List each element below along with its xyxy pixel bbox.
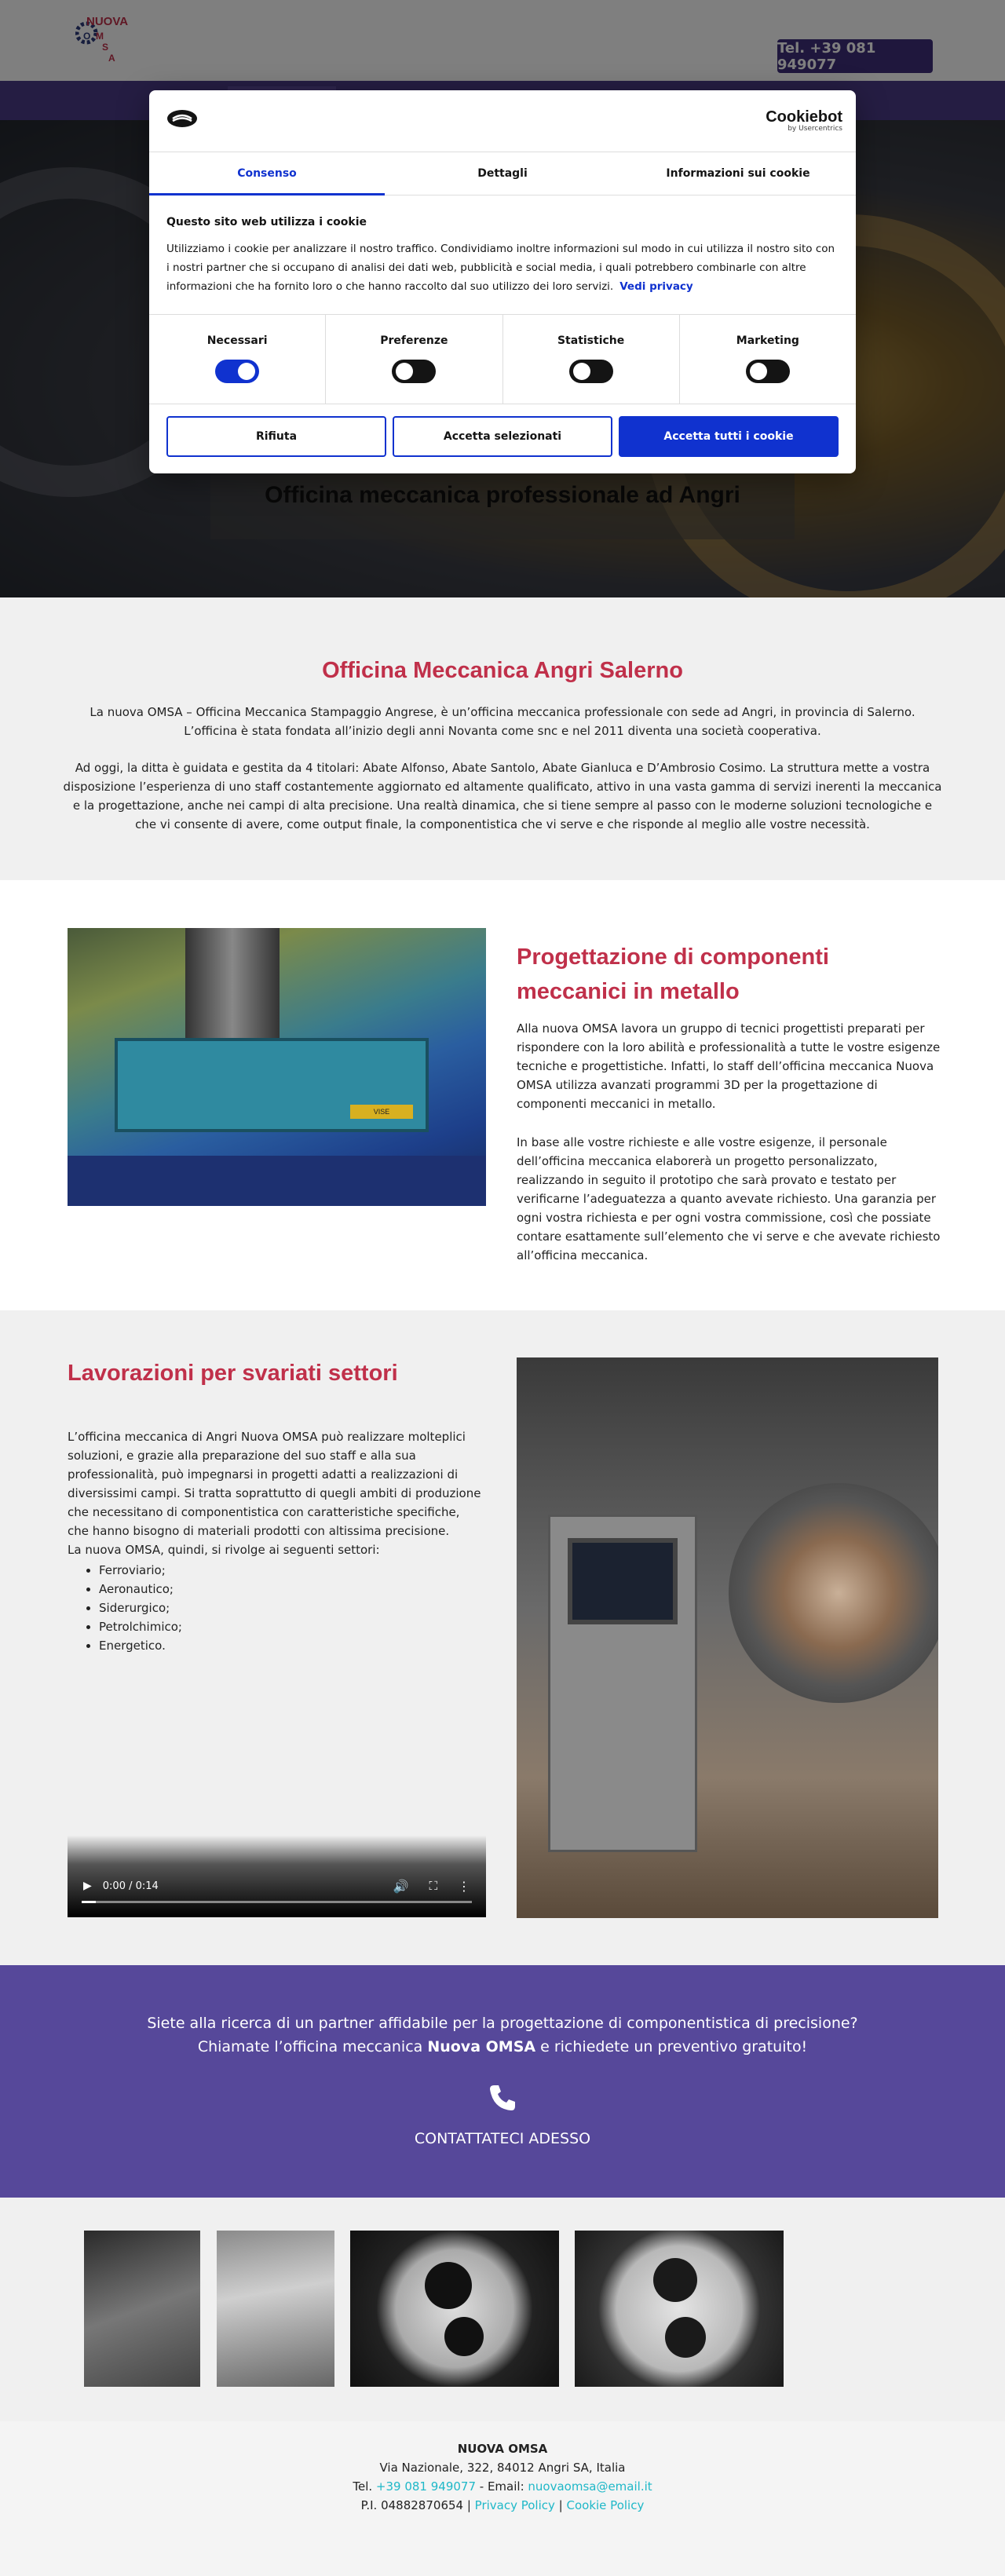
category-label: Statistiche <box>557 334 625 347</box>
cta-text-end: e richiedete un preventivo gratuito! <box>535 2038 808 2055</box>
footer-tel-label: Tel. <box>353 2479 376 2494</box>
toggle-preferenze[interactable] <box>392 360 436 383</box>
plate-hole-shape <box>665 2317 706 2358</box>
volume-icon[interactable]: 🔊 <box>393 1878 409 1894</box>
vise-label: VISE <box>350 1105 413 1119</box>
cookie-heading: Questo sito web utilizza i cookie <box>166 216 367 228</box>
sectors-text: L’officina meccanica di Angri Nuova OMSA può realizzare molteplici soluzioni, e grazie alla preparazione del suo staff e alla sua professionalità, può impegnarsi in progetti adatti a realizzazioni di diversissimi campi. Si tratta soprattutto di quegli ambiti di produzione che necessitano di componentistica con caratteristiche specifiche, che hanno bisogno di materiali prodotti con altissima precisione. <box>68 1430 481 1538</box>
cnc-lathe-image <box>517 1357 938 1918</box>
design-title: Progettazione di componenti meccanici in metallo <box>517 945 829 1004</box>
tab-consenso[interactable]: Consenso <box>149 152 385 195</box>
footer-email-label: - Email: <box>476 2479 528 2494</box>
sectors-list-intro: La nuova OMSA, quindi, si rivolge ai seguenti settori: <box>68 1543 380 1557</box>
cta-text-start: Siete alla ricerca di un partner affidabile per la progettazione di componentistica di precisione? Chiamate l’officina meccanica <box>147 2015 858 2055</box>
footer-piva: P.I. 04882870654 <box>360 2498 464 2512</box>
privacy-policy-link[interactable]: Privacy Policy <box>474 2498 555 2512</box>
sectors-list <box>99 1561 476 1655</box>
sectors-title: Lavorazioni per svariati settori <box>68 1361 398 1386</box>
cookiebot-brand <box>756 109 842 133</box>
footer-company-name: NUOVA OMSA <box>457 2442 548 2456</box>
footer-email-link[interactable]: nuovaomsa@email.it <box>528 2479 652 2494</box>
disc-hole-shape <box>425 2262 472 2309</box>
category-label: Necessari <box>206 334 268 347</box>
cookie-policy-link[interactable]: Cookie Policy <box>566 2498 645 2512</box>
cookie-categories <box>149 314 856 404</box>
list-item: • Siderurgico; <box>99 1599 476 1617</box>
list-item: • Petrolchimico; <box>99 1617 476 1636</box>
gallery-image-metal-plate[interactable] <box>575 2231 784 2387</box>
cookie-buttons <box>166 416 839 457</box>
phone-icon[interactable] <box>487 2082 518 2114</box>
video-controls <box>68 1870 486 1902</box>
footer-legal <box>0 2498 1005 2512</box>
gallery-image-workshop[interactable] <box>217 2231 334 2387</box>
footer-address: Via Nazionale, 322, 84012 Angri SA, Italia <box>379 2461 626 2475</box>
intro-title: Officina Meccanica Angri Salerno <box>322 658 683 683</box>
list-item: • Aeronautico; <box>99 1580 476 1599</box>
toggle-statistiche[interactable] <box>569 360 613 383</box>
tab-informazioni-cookie[interactable]: Informazioni sui cookie <box>666 167 810 180</box>
plate-hole-shape <box>653 2258 697 2302</box>
video-progress-handle[interactable] <box>82 1901 96 1903</box>
reject-button[interactable]: Rifiuta <box>166 416 386 457</box>
cookiebot-brand-sub: by Usercentrics <box>788 125 842 133</box>
disc-hole-shape <box>444 2317 484 2356</box>
cookiebot-logo-icon <box>166 109 198 128</box>
milling-machine-image <box>68 928 486 1206</box>
lathe-chuck-shape <box>729 1483 938 1703</box>
category-necessari <box>149 315 326 404</box>
video-progress-track[interactable] <box>82 1901 472 1903</box>
accept-selected-button[interactable]: Accetta selezionati <box>393 416 612 457</box>
cookie-consent-dialog <box>149 90 856 473</box>
cookiebot-brand-name: Cookiebot <box>766 108 842 126</box>
category-label: Marketing <box>736 334 799 347</box>
video-time: 0:00 / 0:14 <box>102 1880 159 1892</box>
gallery-image-metal-disc[interactable] <box>350 2231 559 2387</box>
design-paragraph-2: In base alle vostre richieste e alle vostre esigenze, il personale dell’officina meccanica elaborerà un progetto personalizzato, realizzando in seguito il prototipo che sarà provato e testato per verificarne l’adeguatezza a quanto avevate richiesto. Una garanzia per ogni vostra richiesta e per ogni vostra commissione, così che possiate contare esattamente sull’elemento che vi serve e che avevate richiesto all’officina meccanica. <box>517 1135 941 1262</box>
intro-paragraph-1: La nuova OMSA – Officina Meccanica Stampaggio Angrese, è un’officina meccanica professionale con sede ad Angri, in provincia di Salerno. L’officina è stata fondata all’inizio degli anni Novanta come snc e nel 2011 diventa una società cooperativa. <box>90 705 915 738</box>
list-item: • Energetico. <box>99 1636 476 1655</box>
cta-section <box>0 1965 1005 2198</box>
more-options-icon[interactable]: ⋮ <box>458 1878 470 1894</box>
contact-us-link[interactable]: CONTATTATECI ADESSO <box>414 2130 591 2147</box>
toggle-marketing[interactable] <box>746 360 790 383</box>
design-paragraph-1: Alla nuova OMSA lavora un gruppo di tecnici progettisti preparati per rispondere con la loro abilità e professionalità a tutte le vostre esigenze tecniche e progettistiche. Infatti, lo staff dell’officina meccanica Nuova OMSA utilizza avanzati programmi 3D per la progettazione di componenti meccanici in metallo. <box>517 1021 941 1111</box>
footer-separator: | <box>463 2498 475 2512</box>
table-shape <box>68 1156 486 1206</box>
intro-paragraph-2: Ad oggi, la ditta è guidata e gestita da 4 titolari: Abate Alfonso, Abate Santolo, Abate Gianluca e D’Ambrosio Cosimo. La struttura mette a vostra disposizione l’esperienza di uno staff costantemente aggiornato ed altamente qualificato, attivo in una vasta gamma di servizi inerenti la meccanica e la progettazione, anche nei campi di alta precisione. Una realtà dinamica, che si tiene sempre al passo con le moderne soluzioni tecnologiche e che vi consente di avere, come output finale, la componentistica che vi serve e che risponde al meglio alle vostre necessità. <box>63 761 942 831</box>
gallery-image-lathe[interactable] <box>84 2231 200 2387</box>
sectors-paragraph <box>68 1427 484 1559</box>
lathe-screen-shape <box>568 1538 678 1624</box>
footer-separator: | <box>554 2498 567 2512</box>
footer-contacts <box>0 2479 1005 2494</box>
category-marketing <box>680 315 856 404</box>
tab-dettagli[interactable]: Dettagli <box>477 167 528 180</box>
category-preferenze <box>326 315 502 404</box>
cta-text <box>110 2011 895 2059</box>
play-icon[interactable]: ▶ <box>83 1880 92 1892</box>
category-label: Preferenze <box>380 334 448 347</box>
cookie-tabs <box>149 152 856 195</box>
list-item: • Ferroviario; <box>99 1561 476 1580</box>
cookie-description <box>166 239 839 296</box>
accept-all-button[interactable]: Accetta tutti i cookie <box>619 416 839 457</box>
category-statistiche <box>503 315 680 404</box>
cookie-description-text: Utilizziamo i cookie per analizzare il nostro traffico. Condividiamo inoltre informazioni sul modo in cui utilizza il nostro sito con i nostri partner che si occupano di analisi dei dati web, pubblicità e social media, i quali potrebbero combinarle con altre informazioni che ha fornito loro o che hanno raccolto dal suo utilizzo dei loro servizi. <box>166 243 835 293</box>
cta-text-brand: Nuova OMSA <box>427 2038 536 2055</box>
toggle-necessari[interactable] <box>215 360 259 383</box>
footer-tel-link[interactable]: +39 081 949077 <box>375 2479 476 2494</box>
fullscreen-icon[interactable]: ⛶ <box>429 1879 437 1893</box>
privacy-link[interactable]: Vedi privacy <box>619 280 693 293</box>
spindle-shape <box>185 928 280 1046</box>
